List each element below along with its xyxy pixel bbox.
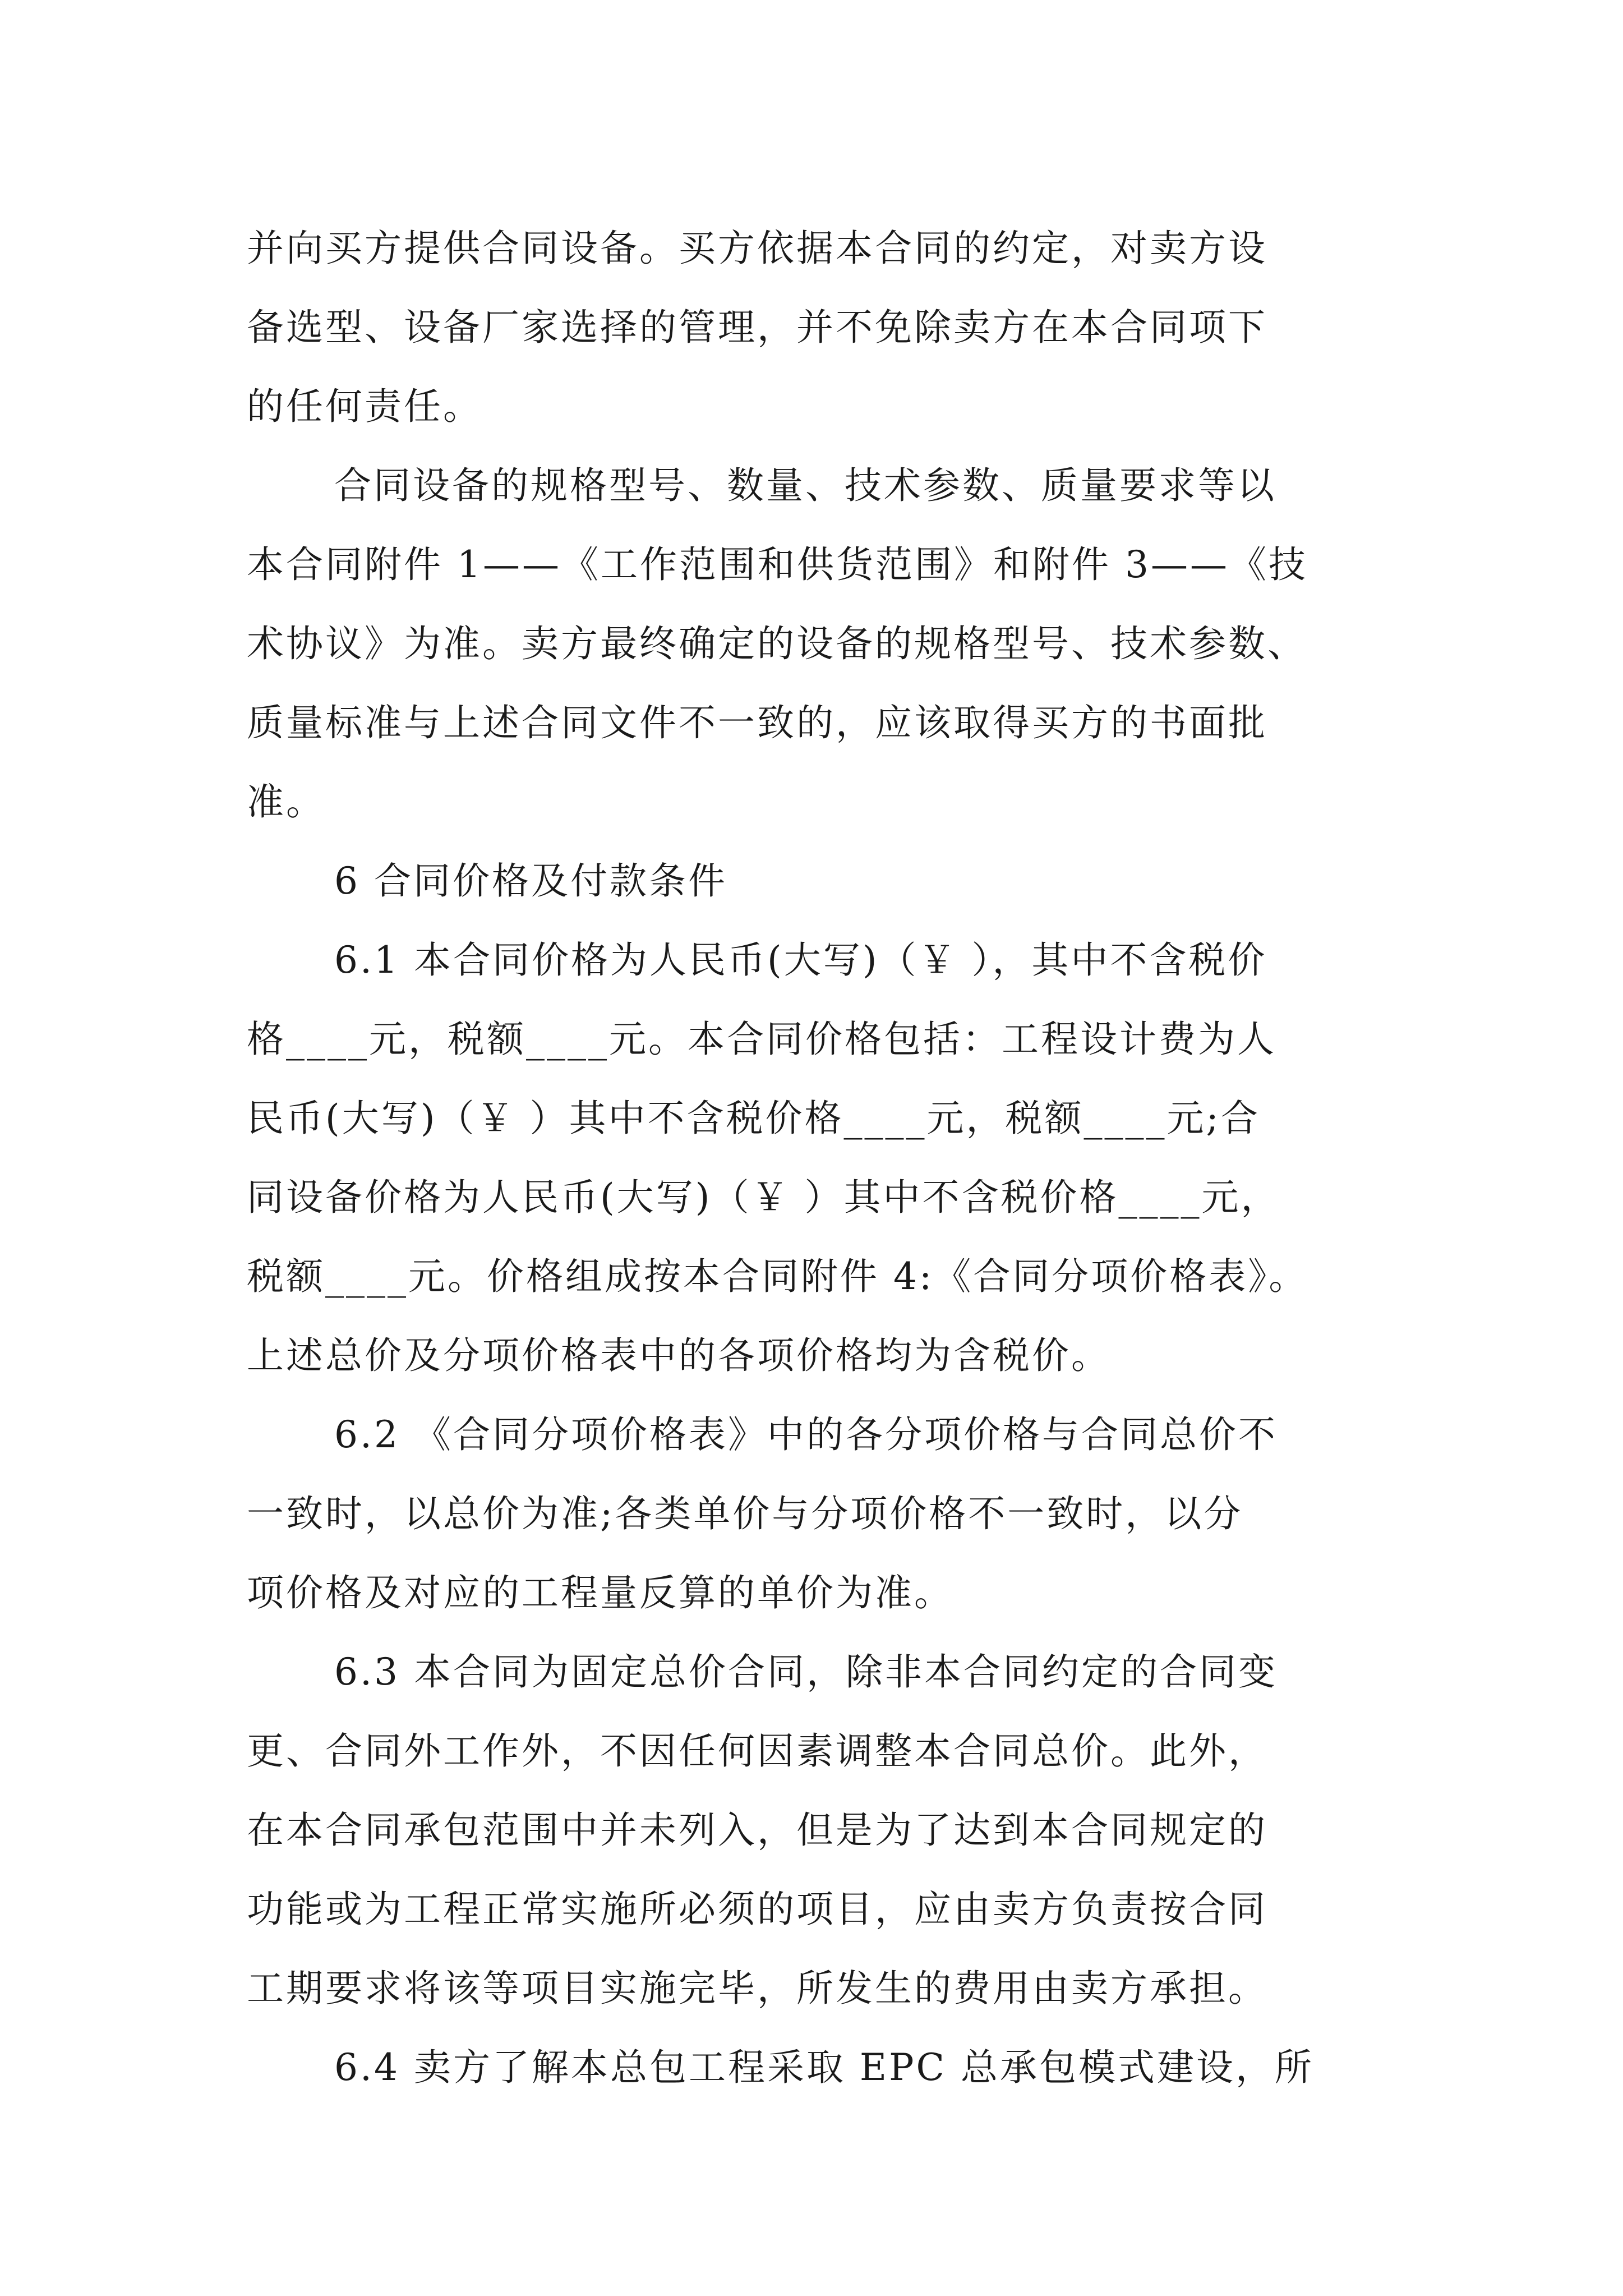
- text-line: 税额____元。价格组成按本合同附件 4:《合同分项价格表》。: [247, 1255, 1308, 1298]
- text-line: 项价格及对应的工程量反算的单价为准。: [247, 1571, 953, 1614]
- section-title: 6 合同价格及付款条件: [334, 859, 727, 903]
- section-heading-6: [247, 841, 1402, 921]
- text-line: 上述总价及分项价格表中的各项价格均为含税价。: [247, 1334, 1110, 1377]
- text-line: 并向买方提供合同设备。买方依据本合同的约定，对卖方设: [247, 227, 1267, 270]
- text-line: 民币(大写)（￥ ）其中不含税价格____元，税额____元;合: [247, 1097, 1260, 1140]
- text-line: 一致时，以总价为准;各类单价与分项价格不一致时，以分: [247, 1492, 1243, 1535]
- text-line: 6.3 本合同为固定总价合同，除非本合同约定的合同变: [334, 1650, 1278, 1694]
- text-line: 更、合同外工作外，不因任何因素调整本合同总价。此外，: [247, 1729, 1267, 1773]
- text-line: 本合同附件 1——《工作范围和供货范围》和附件 3——《技: [247, 543, 1308, 586]
- text-line: 6.2 《合同分项价格表》中的各分项价格与合同总价不: [334, 1413, 1278, 1456]
- clause-6-4: [247, 2028, 1402, 2107]
- paragraph-equipment-specs: [247, 446, 1402, 841]
- text-line: 格____元，税额____元。本合同价格包括：工程设计费为人: [247, 1018, 1276, 1061]
- text-line: 在本合同承包范围中并未列入，但是为了达到本合同规定的: [247, 1809, 1267, 1852]
- document-body: [247, 209, 1402, 2107]
- text-line: 质量标准与上述合同文件不一致的，应该取得买方的书面批: [247, 701, 1267, 744]
- text-line: 功能或为工程正常实施所必须的项目，应由卖方负责按合同: [247, 1888, 1267, 1931]
- text-line: 工期要求将该等项目实施完毕，所发生的费用由卖方承担。: [247, 1967, 1267, 2010]
- paragraph-equipment-supply: [247, 209, 1402, 446]
- text-line: 6.1 本合同价格为人民币(大写)（￥ ），其中不含税价: [334, 938, 1267, 982]
- clause-6-1: [247, 921, 1402, 1395]
- text-line: 合同设备的规格型号、数量、技术参数、质量要求等以: [334, 464, 1276, 507]
- clause-6-3: [247, 1632, 1402, 2028]
- text-line: 准。: [247, 780, 325, 823]
- text-line: 同设备价格为人民币(大写)（￥ ）其中不含税价格____元，: [247, 1176, 1280, 1219]
- text-line: 术协议》为准。卖方最终确定的设备的规格型号、技术参数、: [247, 622, 1307, 665]
- clause-6-2: [247, 1395, 1402, 1632]
- text-line: 6.4 卖方了解本总包工程采取 EPC 总承包模式建设，所: [334, 2046, 1314, 2089]
- text-line: 的任何责任。: [247, 385, 482, 428]
- text-line: 备选型、设备厂家选择的管理，并不免除卖方在本合同项下: [247, 306, 1267, 349]
